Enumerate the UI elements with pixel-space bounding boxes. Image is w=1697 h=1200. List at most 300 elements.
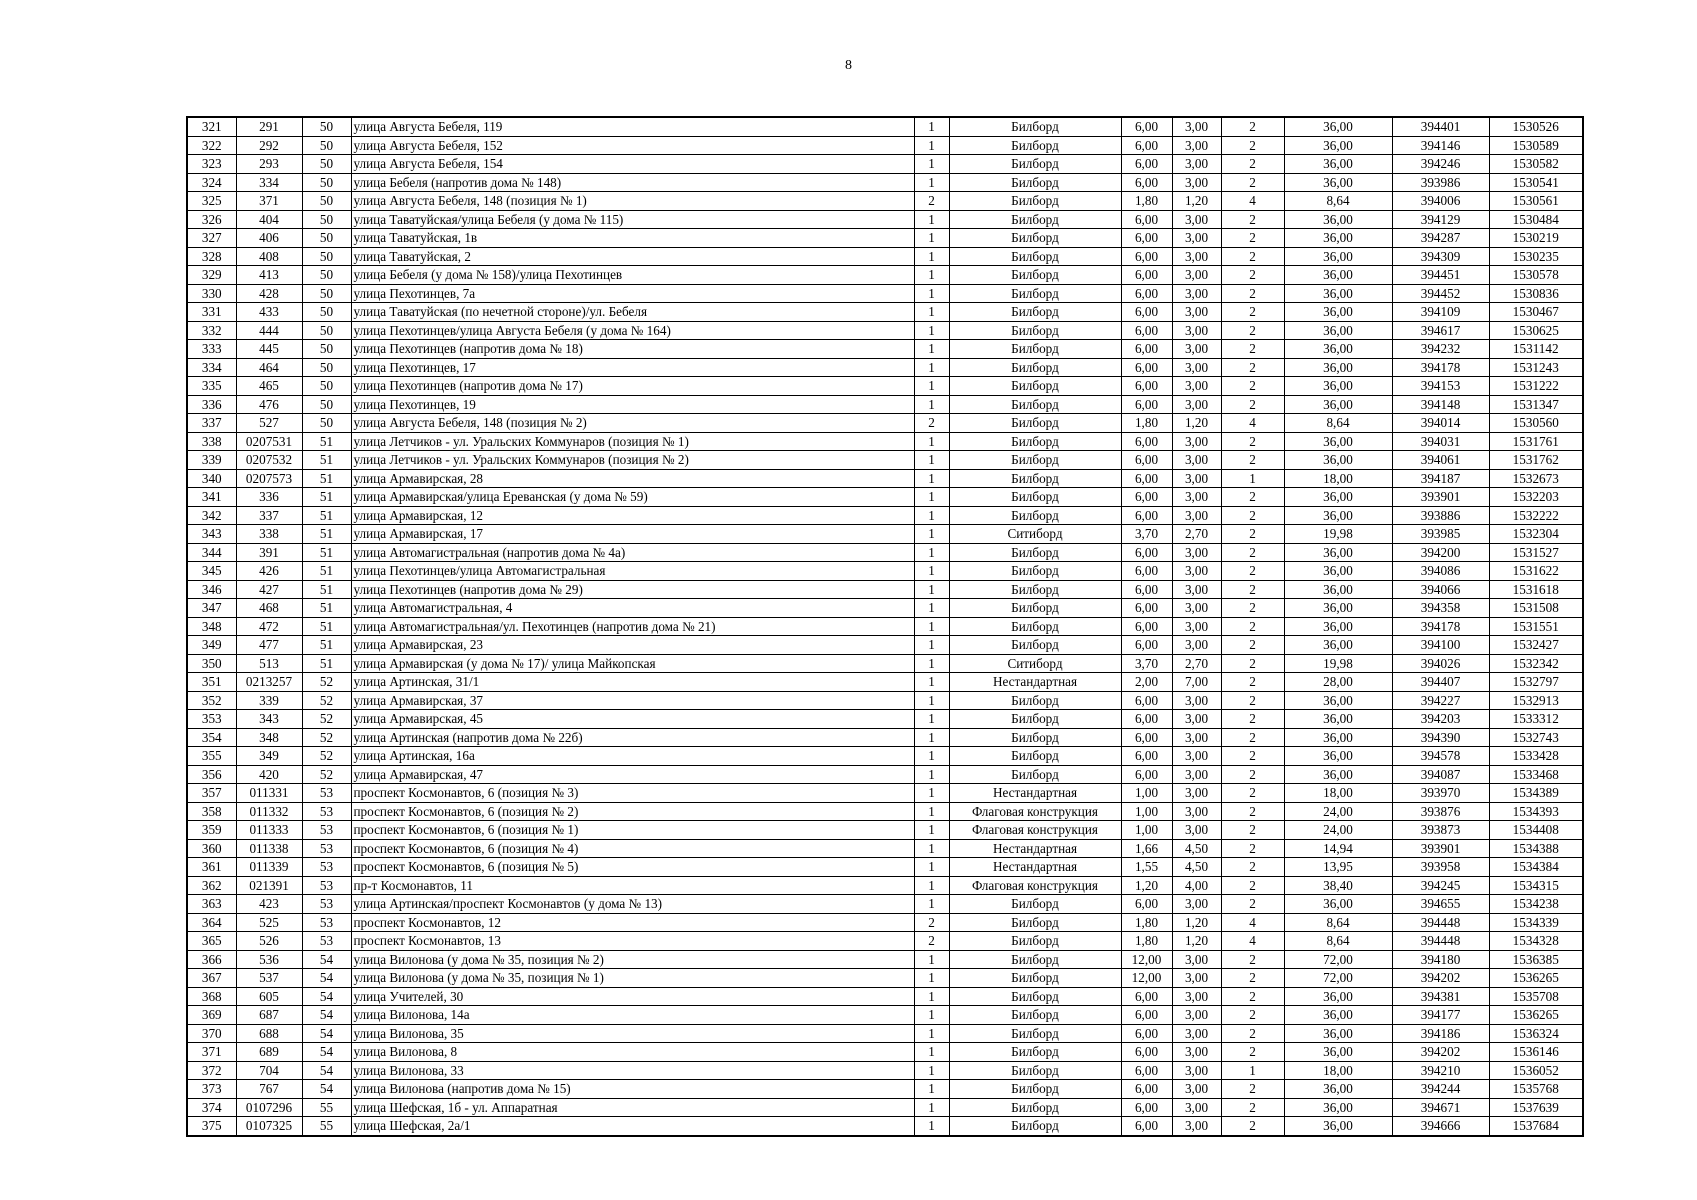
structure-id-cell: 0207532 xyxy=(236,451,302,470)
district-code-cell: 51 xyxy=(302,543,351,562)
width-cell: 6,00 xyxy=(1121,469,1172,488)
table-row xyxy=(187,266,1583,285)
coord-y-cell: 1532427 xyxy=(1489,636,1583,655)
width-cell: 2,00 xyxy=(1121,673,1172,692)
district-code-cell: 51 xyxy=(302,488,351,507)
coord-y-cell: 1532304 xyxy=(1489,525,1583,544)
coord-y-cell: 1530578 xyxy=(1489,266,1583,285)
table-row xyxy=(187,229,1583,248)
row-number-cell: 356 xyxy=(187,765,236,784)
quantity-cell: 1 xyxy=(914,1061,949,1080)
structure-id-cell: 292 xyxy=(236,136,302,155)
quantity-cell: 1 xyxy=(914,765,949,784)
structure-id-cell: 513 xyxy=(236,654,302,673)
structure-type-cell: Билборд xyxy=(949,451,1121,470)
coord-x-cell: 394129 xyxy=(1392,210,1489,229)
structure-id-cell: 011332 xyxy=(236,802,302,821)
coord-x-cell: 393901 xyxy=(1392,839,1489,858)
row-number-cell: 326 xyxy=(187,210,236,229)
table-row xyxy=(187,1024,1583,1043)
table-row xyxy=(187,617,1583,636)
address-cell: улица Августа Бебеля, 152 xyxy=(351,136,914,155)
address-cell: улица Учителей, 30 xyxy=(351,987,914,1006)
width-cell: 6,00 xyxy=(1121,266,1172,285)
district-code-cell: 53 xyxy=(302,876,351,895)
coord-y-cell: 1531618 xyxy=(1489,580,1583,599)
area-cell: 36,00 xyxy=(1284,1006,1392,1025)
quantity-cell: 1 xyxy=(914,562,949,581)
address-cell: улица Бебеля (напротив дома № 148) xyxy=(351,173,914,192)
height-cell: 3,00 xyxy=(1172,303,1221,322)
row-number-cell: 334 xyxy=(187,358,236,377)
width-cell: 12,00 xyxy=(1121,950,1172,969)
structure-id-cell: 291 xyxy=(236,117,302,136)
table-row xyxy=(187,284,1583,303)
structure-type-cell: Билборд xyxy=(949,506,1121,525)
structure-id-cell: 527 xyxy=(236,414,302,433)
structure-type-cell: Билборд xyxy=(949,155,1121,174)
width-cell: 6,00 xyxy=(1121,395,1172,414)
address-cell: улица Армавирская, 12 xyxy=(351,506,914,525)
width-cell: 6,00 xyxy=(1121,358,1172,377)
district-code-cell: 51 xyxy=(302,562,351,581)
quantity-cell: 1 xyxy=(914,673,949,692)
district-code-cell: 50 xyxy=(302,192,351,211)
structure-type-cell: Билборд xyxy=(949,636,1121,655)
sides-cell: 2 xyxy=(1221,543,1284,562)
coord-x-cell: 394452 xyxy=(1392,284,1489,303)
district-code-cell: 53 xyxy=(302,895,351,914)
row-number-cell: 329 xyxy=(187,266,236,285)
width-cell: 1,80 xyxy=(1121,913,1172,932)
coord-x-cell: 394227 xyxy=(1392,691,1489,710)
height-cell: 7,00 xyxy=(1172,673,1221,692)
structure-id-cell: 687 xyxy=(236,1006,302,1025)
table-row xyxy=(187,155,1583,174)
coord-y-cell: 1536385 xyxy=(1489,950,1583,969)
area-cell: 36,00 xyxy=(1284,710,1392,729)
coord-y-cell: 1534393 xyxy=(1489,802,1583,821)
table-row xyxy=(187,691,1583,710)
area-cell: 36,00 xyxy=(1284,1117,1392,1136)
coord-x-cell: 394245 xyxy=(1392,876,1489,895)
coord-y-cell: 1531762 xyxy=(1489,451,1583,470)
height-cell: 3,00 xyxy=(1172,821,1221,840)
district-code-cell: 50 xyxy=(302,117,351,136)
address-cell: улица Бебеля (у дома № 158)/улица Пехотинцев xyxy=(351,266,914,285)
quantity-cell: 1 xyxy=(914,525,949,544)
structure-type-cell: Билборд xyxy=(949,599,1121,618)
address-cell: проспект Космонавтов, 6 (позиция № 3) xyxy=(351,784,914,803)
district-code-cell: 51 xyxy=(302,525,351,544)
height-cell: 1,20 xyxy=(1172,932,1221,951)
address-cell: улица Вилонова, 8 xyxy=(351,1043,914,1062)
address-cell: проспект Космонавтов, 13 xyxy=(351,932,914,951)
area-cell: 24,00 xyxy=(1284,802,1392,821)
sides-cell: 2 xyxy=(1221,506,1284,525)
address-cell: улица Вилонова (у дома № 35, позиция № 1) xyxy=(351,969,914,988)
height-cell: 1,20 xyxy=(1172,913,1221,932)
row-number-cell: 336 xyxy=(187,395,236,414)
coord-x-cell: 394448 xyxy=(1392,913,1489,932)
table-row xyxy=(187,543,1583,562)
width-cell: 6,00 xyxy=(1121,321,1172,340)
district-code-cell: 51 xyxy=(302,451,351,470)
coord-x-cell: 393986 xyxy=(1392,173,1489,192)
structure-id-cell: 605 xyxy=(236,987,302,1006)
coord-x-cell: 394178 xyxy=(1392,617,1489,636)
sides-cell: 2 xyxy=(1221,1098,1284,1117)
table-row xyxy=(187,358,1583,377)
area-cell: 36,00 xyxy=(1284,691,1392,710)
district-code-cell: 52 xyxy=(302,765,351,784)
height-cell: 3,00 xyxy=(1172,229,1221,248)
address-cell: улица Таватуйская (по нечетной стороне)/ул. Бебеля xyxy=(351,303,914,322)
address-cell: улица Вилонова, 33 xyxy=(351,1061,914,1080)
address-cell: улица Летчиков - ул. Уральских Коммунаров (позиция № 1) xyxy=(351,432,914,451)
table-row xyxy=(187,765,1583,784)
height-cell: 4,50 xyxy=(1172,858,1221,877)
district-code-cell: 54 xyxy=(302,1024,351,1043)
sides-cell: 2 xyxy=(1221,636,1284,655)
table-row xyxy=(187,858,1583,877)
height-cell: 3,00 xyxy=(1172,765,1221,784)
width-cell: 1,00 xyxy=(1121,821,1172,840)
row-number-cell: 369 xyxy=(187,1006,236,1025)
address-cell: улица Таватуйская, 2 xyxy=(351,247,914,266)
address-cell: улица Пехотинцев/улица Автомагистральная xyxy=(351,562,914,581)
coord-x-cell: 393873 xyxy=(1392,821,1489,840)
coord-y-cell: 1536052 xyxy=(1489,1061,1583,1080)
sides-cell: 2 xyxy=(1221,784,1284,803)
height-cell: 3,00 xyxy=(1172,432,1221,451)
structure-type-cell: Билборд xyxy=(949,1098,1121,1117)
width-cell: 6,00 xyxy=(1121,728,1172,747)
area-cell: 18,00 xyxy=(1284,784,1392,803)
address-cell: улица Вилонова (напротив дома № 15) xyxy=(351,1080,914,1099)
structure-type-cell: Нестандартная xyxy=(949,858,1121,877)
address-cell: улица Августа Бебеля, 148 (позиция № 2) xyxy=(351,414,914,433)
sides-cell: 1 xyxy=(1221,469,1284,488)
address-cell: улица Вилонова, 35 xyxy=(351,1024,914,1043)
quantity-cell: 1 xyxy=(914,266,949,285)
address-cell: проспект Космонавтов, 6 (позиция № 4) xyxy=(351,839,914,858)
quantity-cell: 1 xyxy=(914,636,949,655)
row-number-cell: 374 xyxy=(187,1098,236,1117)
height-cell: 3,00 xyxy=(1172,210,1221,229)
district-code-cell: 50 xyxy=(302,414,351,433)
row-number-cell: 340 xyxy=(187,469,236,488)
quantity-cell: 1 xyxy=(914,136,949,155)
quantity-cell: 1 xyxy=(914,284,949,303)
row-number-cell: 341 xyxy=(187,488,236,507)
row-number-cell: 331 xyxy=(187,303,236,322)
structure-type-cell: Билборд xyxy=(949,284,1121,303)
structure-type-cell: Билборд xyxy=(949,340,1121,359)
sides-cell: 2 xyxy=(1221,599,1284,618)
coord-x-cell: 394401 xyxy=(1392,117,1489,136)
height-cell: 3,00 xyxy=(1172,395,1221,414)
width-cell: 6,00 xyxy=(1121,1006,1172,1025)
sides-cell: 2 xyxy=(1221,525,1284,544)
address-cell: улица Августа Бебеля, 154 xyxy=(351,155,914,174)
table-row xyxy=(187,414,1583,433)
area-cell: 36,00 xyxy=(1284,562,1392,581)
structure-id-cell: 408 xyxy=(236,247,302,266)
width-cell: 1,80 xyxy=(1121,932,1172,951)
structure-type-cell: Билборд xyxy=(949,1024,1121,1043)
area-cell: 36,00 xyxy=(1284,321,1392,340)
table-row xyxy=(187,469,1583,488)
coord-x-cell: 394655 xyxy=(1392,895,1489,914)
height-cell: 3,00 xyxy=(1172,728,1221,747)
width-cell: 6,00 xyxy=(1121,747,1172,766)
table-row xyxy=(187,728,1583,747)
quantity-cell: 1 xyxy=(914,173,949,192)
coord-y-cell: 1534238 xyxy=(1489,895,1583,914)
quantity-cell: 1 xyxy=(914,821,949,840)
row-number-cell: 360 xyxy=(187,839,236,858)
structure-type-cell: Билборд xyxy=(949,913,1121,932)
district-code-cell: 51 xyxy=(302,599,351,618)
area-cell: 36,00 xyxy=(1284,358,1392,377)
quantity-cell: 1 xyxy=(914,802,949,821)
quantity-cell: 1 xyxy=(914,728,949,747)
height-cell: 3,00 xyxy=(1172,1061,1221,1080)
address-cell: улица Автомагистральная (напротив дома № 4а) xyxy=(351,543,914,562)
sides-cell: 2 xyxy=(1221,987,1284,1006)
width-cell: 1,66 xyxy=(1121,839,1172,858)
area-cell: 38,40 xyxy=(1284,876,1392,895)
row-number-cell: 335 xyxy=(187,377,236,396)
quantity-cell: 1 xyxy=(914,340,949,359)
structure-type-cell: Билборд xyxy=(949,321,1121,340)
structure-type-cell: Билборд xyxy=(949,895,1121,914)
sides-cell: 2 xyxy=(1221,876,1284,895)
area-cell: 36,00 xyxy=(1284,543,1392,562)
table-row xyxy=(187,525,1583,544)
row-number-cell: 352 xyxy=(187,691,236,710)
structure-type-cell: Билборд xyxy=(949,136,1121,155)
width-cell: 6,00 xyxy=(1121,210,1172,229)
width-cell: 6,00 xyxy=(1121,155,1172,174)
coord-y-cell: 1535768 xyxy=(1489,1080,1583,1099)
structure-type-cell: Билборд xyxy=(949,969,1121,988)
height-cell: 3,00 xyxy=(1172,895,1221,914)
coord-x-cell: 394671 xyxy=(1392,1098,1489,1117)
structure-type-cell: Билборд xyxy=(949,765,1121,784)
structure-type-cell: Билборд xyxy=(949,580,1121,599)
coord-y-cell: 1530235 xyxy=(1489,247,1583,266)
sides-cell: 2 xyxy=(1221,358,1284,377)
coord-y-cell: 1530561 xyxy=(1489,192,1583,211)
height-cell: 3,00 xyxy=(1172,377,1221,396)
height-cell: 3,00 xyxy=(1172,969,1221,988)
table-row xyxy=(187,673,1583,692)
sides-cell: 2 xyxy=(1221,1006,1284,1025)
row-number-cell: 367 xyxy=(187,969,236,988)
height-cell: 3,00 xyxy=(1172,117,1221,136)
coord-x-cell: 394087 xyxy=(1392,765,1489,784)
area-cell: 36,00 xyxy=(1284,117,1392,136)
row-number-cell: 353 xyxy=(187,710,236,729)
structure-id-cell: 413 xyxy=(236,266,302,285)
table-row xyxy=(187,1117,1583,1136)
structure-type-cell: Билборд xyxy=(949,1043,1121,1062)
table-row xyxy=(187,1006,1583,1025)
width-cell: 1,00 xyxy=(1121,802,1172,821)
height-cell: 3,00 xyxy=(1172,136,1221,155)
structure-id-cell: 293 xyxy=(236,155,302,174)
coord-y-cell: 1534328 xyxy=(1489,932,1583,951)
row-number-cell: 363 xyxy=(187,895,236,914)
structure-id-cell: 0107325 xyxy=(236,1117,302,1136)
district-code-cell: 53 xyxy=(302,839,351,858)
coord-y-cell: 1530526 xyxy=(1489,117,1583,136)
width-cell: 6,00 xyxy=(1121,636,1172,655)
coord-y-cell: 1532743 xyxy=(1489,728,1583,747)
row-number-cell: 373 xyxy=(187,1080,236,1099)
quantity-cell: 1 xyxy=(914,784,949,803)
height-cell: 3,00 xyxy=(1172,469,1221,488)
district-code-cell: 54 xyxy=(302,1006,351,1025)
row-number-cell: 355 xyxy=(187,747,236,766)
area-cell: 36,00 xyxy=(1284,895,1392,914)
sides-cell: 2 xyxy=(1221,377,1284,396)
coord-x-cell: 394186 xyxy=(1392,1024,1489,1043)
area-cell: 8,64 xyxy=(1284,913,1392,932)
district-code-cell: 53 xyxy=(302,858,351,877)
district-code-cell: 54 xyxy=(302,987,351,1006)
page-number: 8 xyxy=(845,58,852,73)
width-cell: 6,00 xyxy=(1121,1061,1172,1080)
structure-type-cell: Нестандартная xyxy=(949,784,1121,803)
structure-type-cell: Билборд xyxy=(949,247,1121,266)
row-number-cell: 330 xyxy=(187,284,236,303)
quantity-cell: 1 xyxy=(914,691,949,710)
area-cell: 14,94 xyxy=(1284,839,1392,858)
structure-id-cell: 444 xyxy=(236,321,302,340)
structure-type-cell: Билборд xyxy=(949,469,1121,488)
width-cell: 6,00 xyxy=(1121,173,1172,192)
address-cell: улица Армавирская, 17 xyxy=(351,525,914,544)
table-row xyxy=(187,488,1583,507)
district-code-cell: 53 xyxy=(302,784,351,803)
coord-y-cell: 1532797 xyxy=(1489,673,1583,692)
area-cell: 36,00 xyxy=(1284,303,1392,322)
district-code-cell: 53 xyxy=(302,932,351,951)
district-code-cell: 51 xyxy=(302,469,351,488)
structure-id-cell: 465 xyxy=(236,377,302,396)
structure-id-cell: 348 xyxy=(236,728,302,747)
structure-id-cell: 0207573 xyxy=(236,469,302,488)
district-code-cell: 50 xyxy=(302,377,351,396)
sides-cell: 2 xyxy=(1221,136,1284,155)
width-cell: 6,00 xyxy=(1121,284,1172,303)
coord-x-cell: 394309 xyxy=(1392,247,1489,266)
structure-id-cell: 477 xyxy=(236,636,302,655)
quantity-cell: 1 xyxy=(914,155,949,174)
structure-type-cell: Билборд xyxy=(949,562,1121,581)
district-code-cell: 52 xyxy=(302,673,351,692)
width-cell: 6,00 xyxy=(1121,136,1172,155)
district-code-cell: 50 xyxy=(302,321,351,340)
structure-type-cell: Билборд xyxy=(949,266,1121,285)
district-code-cell: 54 xyxy=(302,969,351,988)
coord-x-cell: 394180 xyxy=(1392,950,1489,969)
area-cell: 8,64 xyxy=(1284,932,1392,951)
structure-type-cell: Ситиборд xyxy=(949,654,1121,673)
width-cell: 6,00 xyxy=(1121,117,1172,136)
address-cell: улица Армавирская, 45 xyxy=(351,710,914,729)
row-number-cell: 327 xyxy=(187,229,236,248)
quantity-cell: 1 xyxy=(914,377,949,396)
sides-cell: 2 xyxy=(1221,1117,1284,1136)
area-cell: 36,00 xyxy=(1284,1080,1392,1099)
quantity-cell: 1 xyxy=(914,303,949,322)
sides-cell: 2 xyxy=(1221,950,1284,969)
address-cell: улица Таватуйская, 1в xyxy=(351,229,914,248)
quantity-cell: 1 xyxy=(914,395,949,414)
district-code-cell: 50 xyxy=(302,303,351,322)
area-cell: 36,00 xyxy=(1284,173,1392,192)
address-cell: улица Армавирская (у дома № 17)/ улица Майкопская xyxy=(351,654,914,673)
area-cell: 36,00 xyxy=(1284,229,1392,248)
quantity-cell: 1 xyxy=(914,1117,949,1136)
width-cell: 6,00 xyxy=(1121,710,1172,729)
row-number-cell: 375 xyxy=(187,1117,236,1136)
width-cell: 6,00 xyxy=(1121,895,1172,914)
area-cell: 19,98 xyxy=(1284,654,1392,673)
structure-type-cell: Билборд xyxy=(949,932,1121,951)
table-row xyxy=(187,562,1583,581)
address-cell: улица Пехотинцев (напротив дома № 29) xyxy=(351,580,914,599)
structure-type-cell: Билборд xyxy=(949,303,1121,322)
coord-x-cell: 394187 xyxy=(1392,469,1489,488)
district-code-cell: 53 xyxy=(302,802,351,821)
district-code-cell: 52 xyxy=(302,691,351,710)
coord-x-cell: 394210 xyxy=(1392,1061,1489,1080)
structure-id-cell: 525 xyxy=(236,913,302,932)
width-cell: 6,00 xyxy=(1121,340,1172,359)
coord-x-cell: 394666 xyxy=(1392,1117,1489,1136)
structure-type-cell: Флаговая конструкция xyxy=(949,802,1121,821)
width-cell: 1,80 xyxy=(1121,414,1172,433)
district-code-cell: 50 xyxy=(302,136,351,155)
table-row xyxy=(187,599,1583,618)
table-row xyxy=(187,876,1583,895)
height-cell: 3,00 xyxy=(1172,321,1221,340)
sides-cell: 2 xyxy=(1221,451,1284,470)
district-code-cell: 53 xyxy=(302,821,351,840)
sides-cell: 2 xyxy=(1221,247,1284,266)
sides-cell: 2 xyxy=(1221,340,1284,359)
coord-x-cell: 394202 xyxy=(1392,969,1489,988)
address-cell: улица Пехотинцев, 17 xyxy=(351,358,914,377)
area-cell: 36,00 xyxy=(1284,136,1392,155)
district-code-cell: 50 xyxy=(302,358,351,377)
sides-cell: 2 xyxy=(1221,1043,1284,1062)
table-row xyxy=(187,506,1583,525)
structure-type-cell: Билборд xyxy=(949,229,1121,248)
height-cell: 3,00 xyxy=(1172,580,1221,599)
structure-type-cell: Билборд xyxy=(949,117,1121,136)
structure-type-cell: Билборд xyxy=(949,691,1121,710)
quantity-cell: 1 xyxy=(914,950,949,969)
quantity-cell: 1 xyxy=(914,117,949,136)
structure-type-cell: Билборд xyxy=(949,488,1121,507)
table-row xyxy=(187,710,1583,729)
